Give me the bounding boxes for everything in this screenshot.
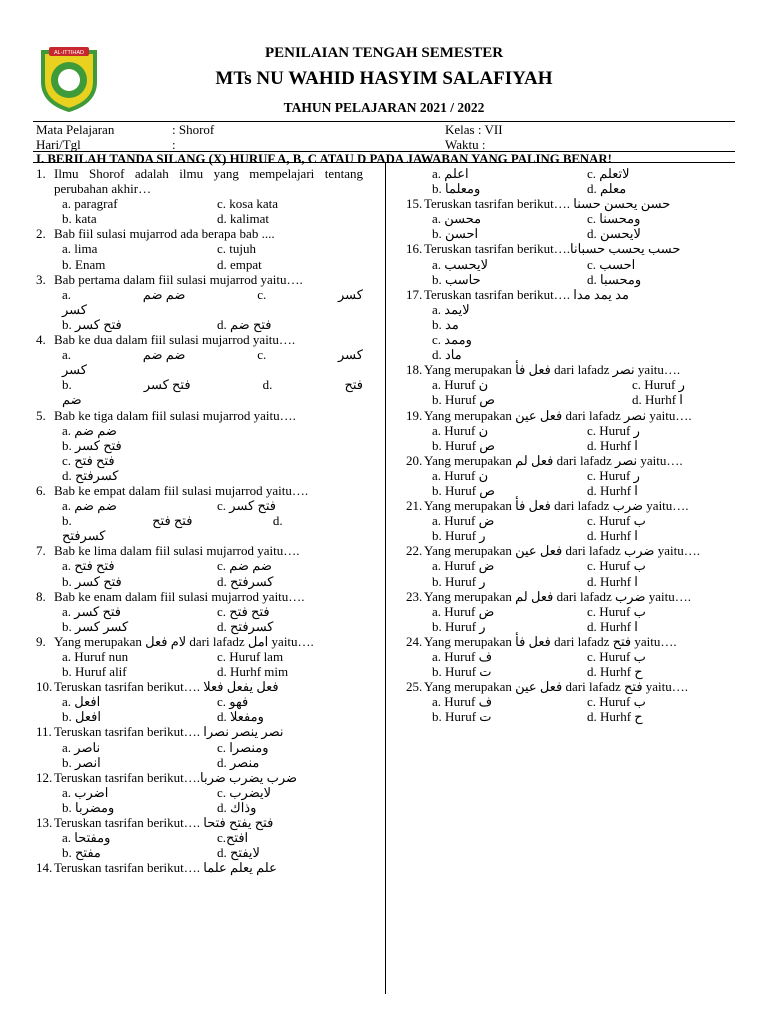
option-text: d. Hurhf ا bbox=[632, 392, 683, 408]
option-text: a. افعل bbox=[62, 694, 101, 710]
option-text: c. Huruf ر bbox=[587, 467, 640, 483]
option-text: a. Huruf ن bbox=[432, 377, 489, 393]
options-grid bbox=[36, 241, 363, 271]
question-text: Teruskan tasrifan berikut…. مد يمد مدا bbox=[424, 286, 629, 302]
option-text: فتح كسر bbox=[143, 377, 191, 393]
subject-value: : Shorof bbox=[172, 122, 215, 137]
option-text: c. Huruf ب bbox=[587, 649, 646, 664]
question-item bbox=[406, 634, 734, 679]
option-text: b. Huruf ص bbox=[432, 392, 496, 408]
option-text: b. bbox=[62, 513, 72, 529]
question-item bbox=[406, 196, 734, 241]
option-text: a. فتح كسر bbox=[62, 603, 122, 619]
question-number: 5. bbox=[36, 407, 46, 423]
options-grid bbox=[36, 694, 363, 724]
question-text: Bab ke tiga dalam fiil sulasi mujarrod yaitu…. bbox=[54, 407, 296, 423]
option-text: d. ماد bbox=[432, 347, 462, 363]
question-number: 19. bbox=[406, 407, 423, 423]
options-grid bbox=[36, 785, 363, 815]
question-item bbox=[406, 589, 734, 634]
option-text: a. bbox=[62, 347, 72, 363]
options-grid bbox=[406, 211, 734, 241]
option-text: b. Huruf ر bbox=[432, 618, 486, 634]
instruction-divider bbox=[33, 162, 735, 163]
option-text: ضم ضم bbox=[142, 347, 186, 363]
question-text: Yang merupakan فعل فأ dari lafadz ضرب yaitu…. bbox=[424, 498, 689, 514]
option-row bbox=[36, 317, 363, 332]
option-text: a. محسن bbox=[432, 211, 482, 227]
option-text: b. Huruf ص bbox=[432, 482, 496, 498]
option-text: d. كسرفتح bbox=[62, 467, 119, 483]
question-text: Bab ke lima dalam fiil sulasi mujarrod yaitu…. bbox=[54, 543, 300, 559]
question-number: 8. bbox=[36, 588, 46, 604]
question-text: Bab ke empat dalam fiil sulasi mujarrod yaitu…. bbox=[54, 482, 309, 498]
question-number: 10. bbox=[36, 679, 53, 695]
options-grid bbox=[36, 649, 363, 679]
question-text: Ilmu Shorof adalah ilmu yang mempelajari tentang perubahan akhir… bbox=[54, 166, 363, 197]
question-item bbox=[36, 724, 363, 769]
question-number: 20. bbox=[406, 452, 423, 468]
option-text: b. Huruf ص bbox=[432, 437, 496, 453]
question-number: 6. bbox=[36, 482, 46, 498]
option-text: b. ومضربا bbox=[62, 799, 115, 815]
question-item bbox=[406, 498, 734, 543]
option-text: b. Huruf ر bbox=[432, 573, 486, 589]
school-name: MTs NU WAHID HASYIM SALAFIYAH bbox=[215, 68, 553, 89]
options-grid bbox=[406, 257, 734, 287]
option-text: d. لايحسن bbox=[587, 226, 641, 242]
question-number: 16. bbox=[406, 241, 423, 257]
option-text: a. Huruf ن bbox=[432, 467, 489, 483]
option-text: c. فهو bbox=[217, 694, 249, 710]
exam-title: PENILAIAN TENGAH SEMESTER bbox=[264, 45, 504, 61]
option-text: d. كسرفتح bbox=[217, 573, 274, 589]
option-text: d. Hurhf ا bbox=[587, 528, 638, 544]
question-text: Yang merupakan فعل فأ dari lafadz نصر yaitu…. bbox=[424, 362, 681, 378]
option-text: d. Hurhf mim bbox=[217, 664, 289, 680]
question-item bbox=[36, 226, 363, 271]
question-text: Yang merupakan فعل فأ dari lafadz فتح yaitu…. bbox=[424, 633, 677, 649]
question-number: 11. bbox=[36, 724, 52, 740]
question-text: Teruskan tasrifan berikut…. فعل يفعل فعلا bbox=[54, 679, 279, 695]
option-text: a. اضرب bbox=[62, 784, 109, 800]
option-text: c. tujuh bbox=[217, 241, 256, 257]
options-grid bbox=[36, 196, 363, 226]
option-continuation: كسر bbox=[62, 362, 87, 378]
option-text: a. paragraf bbox=[62, 196, 118, 212]
option-text: b. مفتح bbox=[62, 845, 101, 861]
question-text: Yang merupakan فعل لم dari lafadz ضرب yaitu…. bbox=[424, 588, 691, 604]
option-continuation: ضم bbox=[62, 392, 82, 408]
question-item bbox=[36, 815, 363, 860]
option-text: d. منصر bbox=[217, 754, 260, 770]
option-text: c. kosa kata bbox=[217, 196, 279, 212]
question-item bbox=[36, 543, 363, 588]
options-grid bbox=[406, 649, 734, 679]
question-number: 17. bbox=[406, 286, 423, 302]
option-row bbox=[36, 287, 363, 302]
question-item bbox=[406, 166, 734, 196]
question-number: 24. bbox=[406, 633, 423, 649]
option-text: a. لايمد bbox=[432, 301, 470, 317]
question-text: Bab pertama dalam fiil sulasi mujarrod yaitu…. bbox=[54, 271, 303, 287]
question-item bbox=[406, 408, 734, 453]
option-text: c. احسب bbox=[587, 256, 636, 272]
option-text: b. فتح كسر bbox=[62, 437, 122, 453]
question-text: Teruskan tasrifan berikut…. حسن يحسن حسنا bbox=[424, 196, 671, 212]
option-text: a. lima bbox=[62, 241, 98, 257]
option-text: c. فتح فتح bbox=[62, 452, 115, 468]
option-text: b. Huruf ت bbox=[432, 664, 492, 680]
option-text: a. ناصر bbox=[62, 739, 101, 755]
question-text: Bab ke dua dalam fiil sulasi mujarrod yaitu…. bbox=[54, 332, 296, 348]
option-text: ضم ضم bbox=[142, 286, 186, 302]
question-item bbox=[36, 679, 363, 724]
option-text: فتح فتح bbox=[152, 513, 193, 529]
option-text: b. bbox=[62, 377, 72, 393]
option-text: d. Hurhf ح bbox=[587, 709, 643, 725]
question-number: 22. bbox=[406, 543, 423, 559]
question-item bbox=[36, 483, 363, 543]
option-text: d. وذاك bbox=[217, 799, 257, 815]
options-grid bbox=[36, 740, 363, 770]
svg-text:AL-ITTIHAD: AL-ITTIHAD bbox=[54, 50, 84, 56]
subject-label: Mata Pelajaran bbox=[36, 122, 115, 137]
question-number: 4. bbox=[36, 332, 46, 348]
option-text: d. معلم bbox=[587, 181, 627, 197]
date-label: Hari/Tgl bbox=[36, 137, 81, 152]
question-number: 18. bbox=[406, 362, 423, 378]
option-text: c.افتح bbox=[217, 830, 249, 846]
option-text: b. افعل bbox=[62, 709, 101, 725]
option-text: b. Huruf ر bbox=[432, 528, 486, 544]
option-text: c. Huruf ب bbox=[587, 603, 646, 619]
option-continuation: كسرفتح bbox=[62, 528, 106, 544]
option-text: d. kalimat bbox=[217, 211, 269, 227]
question-text: Yang merupakan فعل عين dari lafadz فتح yaitu…. bbox=[424, 679, 689, 695]
option-text: d. لايفتح bbox=[217, 845, 260, 861]
option-text: c. ضم ضم bbox=[217, 558, 272, 574]
option-continuation: كسر bbox=[62, 301, 87, 317]
question-text: Teruskan tasrifan berikut…. علم يعلم علما bbox=[54, 860, 277, 876]
question-number: 21. bbox=[406, 498, 423, 514]
question-item bbox=[406, 543, 734, 588]
academic-year: TAHUN PELAJARAN 2021 / 2022 bbox=[283, 100, 485, 115]
option-text: d. ومحسبا bbox=[587, 271, 642, 287]
option-text: كسر bbox=[338, 347, 363, 363]
option-text: c. ومنصرا bbox=[217, 739, 269, 755]
question-item bbox=[36, 770, 363, 815]
question-text: Teruskan tasrifan berikut…. نصر ينصر نصرا bbox=[54, 724, 284, 740]
options-grid bbox=[36, 558, 363, 588]
time-label: Waktu : bbox=[445, 137, 486, 152]
question-text: Yang merupakan فعل عين dari lafadz نصر yaitu…. bbox=[424, 407, 692, 423]
question-item bbox=[406, 679, 734, 724]
question-item bbox=[36, 634, 363, 679]
option-row bbox=[36, 347, 363, 362]
option-text: d. ومفعلا bbox=[217, 709, 264, 725]
option-text: c. bbox=[257, 286, 267, 302]
option-text: فتح bbox=[344, 377, 363, 393]
question-number: 25. bbox=[406, 679, 423, 695]
option-text: a. Huruf ض bbox=[432, 558, 495, 574]
option-text: a. Huruf ف bbox=[432, 649, 493, 664]
header-divider bbox=[33, 121, 735, 122]
question-number: 7. bbox=[36, 543, 46, 559]
question-number: 14. bbox=[36, 860, 53, 876]
option-text: a. Huruf ن bbox=[432, 422, 489, 438]
option-text: a. Huruf ض bbox=[432, 513, 495, 529]
options-grid bbox=[406, 558, 734, 588]
question-item bbox=[36, 408, 363, 483]
question-item bbox=[406, 453, 734, 498]
option-text: c. Huruf ب bbox=[587, 694, 646, 710]
option-text: d. فتح ضم bbox=[217, 316, 272, 332]
option-text: a. ضم ضم bbox=[62, 498, 117, 514]
question-item bbox=[36, 589, 363, 634]
option-text: a. فتح فتح bbox=[62, 558, 115, 574]
question-text: Yang merupakan فعل لم dari lafadz نصر yaitu…. bbox=[424, 452, 683, 468]
column-divider bbox=[385, 162, 386, 994]
option-text: a. ضم ضم bbox=[62, 422, 117, 438]
option-text: b. مد bbox=[432, 316, 459, 332]
options-grid bbox=[406, 604, 734, 634]
option-text: b. كسر كسر bbox=[62, 618, 129, 634]
option-text: a. ومفتحا bbox=[62, 830, 111, 846]
options-grid bbox=[36, 498, 363, 513]
instruction: I. BERILAH TANDA SILANG (X) HURUF A, B, C ATAU D PADA JAWABAN YANG PALING BENAR! bbox=[36, 152, 612, 166]
question-number: 15. bbox=[406, 196, 423, 212]
question-text: Teruskan tasrifan berikut…. فتح يفتح فتحا bbox=[54, 815, 274, 831]
question-item bbox=[36, 332, 363, 407]
options-grid bbox=[406, 694, 734, 724]
option-text: a. Huruf ض bbox=[432, 603, 495, 619]
options-grid bbox=[36, 830, 363, 860]
option-text: c. فتح كسر bbox=[217, 498, 277, 514]
question-item bbox=[36, 272, 363, 332]
question-text: Bab ke enam dalam fiil sulasi mujarrod yaitu…. bbox=[54, 588, 305, 604]
option-text: d. Hurhf ا bbox=[587, 437, 638, 453]
option-text: c. Huruf ب bbox=[587, 558, 646, 574]
option-text: d. Hurhf ا bbox=[587, 618, 638, 634]
question-item bbox=[406, 241, 734, 286]
option-text: b. Huruf ت bbox=[432, 709, 492, 725]
question-text: Yang merupakan لام فعل dari lafadz امل yaitu…. bbox=[54, 633, 314, 649]
question-number: 12. bbox=[36, 769, 53, 785]
question-number: 13. bbox=[36, 815, 53, 831]
option-text: c. ومحسنا bbox=[587, 211, 641, 227]
option-row bbox=[36, 513, 363, 528]
option-text: b. انصر bbox=[62, 754, 101, 770]
option-text: d. empat bbox=[217, 256, 262, 272]
option-text: a. لايحسب bbox=[432, 256, 489, 272]
question-text: Teruskan tasrifan berikut….ضرب يضرب ضربا bbox=[54, 769, 298, 785]
option-text: c. Huruf lam bbox=[217, 649, 284, 664]
question-number: 23. bbox=[406, 588, 423, 604]
option-text: d. bbox=[272, 513, 283, 529]
left-column bbox=[36, 166, 363, 875]
question-number: 1. bbox=[36, 166, 46, 181]
option-text: a. اعلم bbox=[432, 166, 469, 181]
option-text: d. Hurhf ح bbox=[587, 664, 643, 680]
question-item bbox=[36, 166, 363, 226]
question-number: 3. bbox=[36, 271, 46, 287]
question-item bbox=[36, 860, 363, 875]
option-text: b. Huruf alif bbox=[62, 664, 127, 680]
option-text: c. Huruf ر bbox=[632, 377, 685, 393]
options-grid bbox=[406, 377, 734, 407]
question-number: 9. bbox=[36, 633, 46, 649]
option-text: b. حاسب bbox=[432, 271, 481, 287]
option-text: a. Huruf ف bbox=[432, 694, 493, 710]
option-row bbox=[36, 377, 363, 392]
option-text: c. Huruf ب bbox=[587, 513, 646, 529]
date-value: : bbox=[172, 137, 176, 152]
option-text: c. فتح فتح bbox=[217, 603, 270, 619]
options-grid bbox=[36, 604, 363, 634]
option-text: c. Huruf ر bbox=[587, 422, 640, 438]
option-text: b. Enam bbox=[62, 256, 106, 272]
question-text: Teruskan tasrifan berikut….حسب يحسب حسبانا bbox=[424, 241, 681, 257]
option-text: c. وممد bbox=[432, 332, 472, 348]
option-text: d. Hurhf ا bbox=[587, 482, 638, 498]
option-text: b. فتح كسر bbox=[62, 316, 122, 332]
right-column bbox=[406, 166, 734, 724]
options-grid bbox=[406, 468, 734, 498]
question-text: Bab fiil sulasi mujarrod ada berapa bab .... bbox=[54, 226, 275, 242]
option-text: b. احسن bbox=[432, 226, 479, 242]
options-grid bbox=[406, 166, 734, 196]
option-text: d. Hurhf ا bbox=[587, 573, 638, 589]
class-label: Kelas : VII bbox=[445, 122, 503, 137]
question-number: 2. bbox=[36, 226, 46, 242]
option-text: a. bbox=[62, 286, 72, 302]
options-grid bbox=[406, 423, 734, 453]
options-grid bbox=[406, 513, 734, 543]
option-text: b. ومعلما bbox=[432, 181, 481, 197]
option-text: b. kata bbox=[62, 211, 97, 227]
question-text: Yang merupakan فعل عين dari lafadz ضرب yaitu…. bbox=[424, 543, 700, 559]
option-text: d. كسرفتح bbox=[217, 618, 274, 634]
option-text: c. bbox=[257, 347, 267, 363]
option-text: c. لاتعلم bbox=[587, 166, 630, 181]
option-text: c. لايضرب bbox=[217, 784, 271, 800]
question-item bbox=[406, 287, 734, 362]
option-text: d. bbox=[262, 377, 273, 393]
question-item bbox=[406, 362, 734, 407]
option-text: كسر bbox=[338, 286, 363, 302]
option-text: b. فتح كسر bbox=[62, 573, 122, 589]
option-text: a. Huruf nun bbox=[62, 649, 129, 664]
